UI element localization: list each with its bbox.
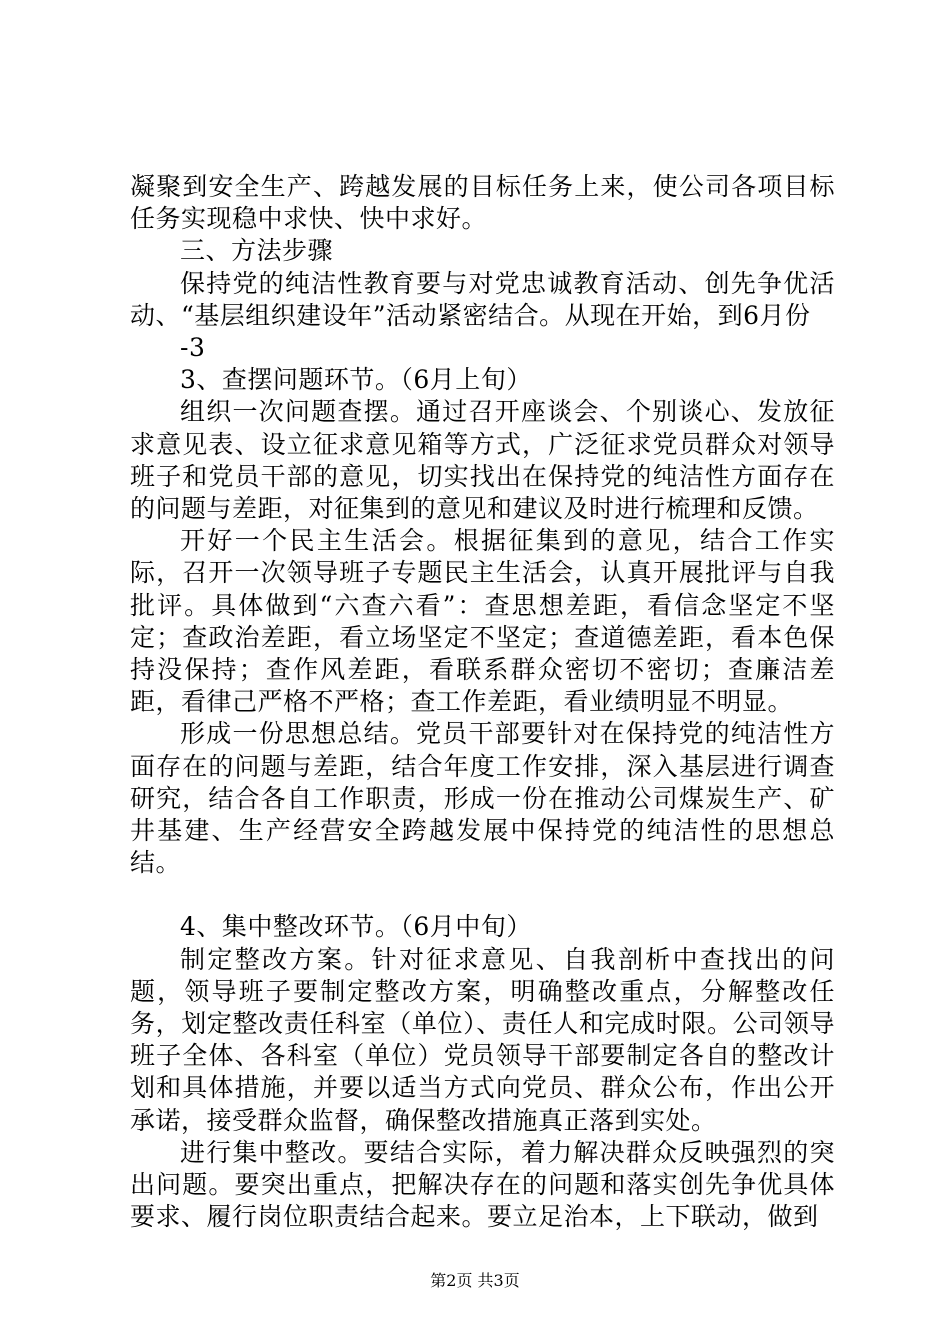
section-heading: 三、方法步骤 — [180, 236, 334, 266]
step-heading: 3、查摆问题环节。（6月上旬） — [180, 365, 532, 395]
paragraph: 进行集中整改。要结合实际，着力解决群众反映强烈的突出问题。要突出重点，把解决存在的问题和落实创先争优具体要求、履行岗位职责结合起来。要立足治本，上下联动，做到 — [130, 1137, 835, 1232]
paragraph: 组织一次问题查摆。通过召开座谈会、个别谈心、发放征求意见表、设立征求意见箱等方式，广泛征求党员群众对领导班子和党员干部的意见，切实找出在保持党的纯洁性方面存在的问题与差距，对征集到的意见和建议及时进行梳理和反馈。 — [130, 397, 835, 524]
paragraph-gap — [130, 879, 835, 911]
page-footer: 第2页 共3页 — [430, 1271, 520, 1290]
paragraph: 开好一个民主生活会。根据征集到的意见，结合工作实际，召开一次领导班子专题民主生活会，认真开展批评与自我批评。具体做到“六查六看”：查思想差距，看信念坚定不坚定；查政治差距，看立场坚定不坚定；查道德差距，看本色保持没保持；查作风差距，看联系群众密切不密切；查廉洁差距，看律己严格不严格；查工作差距，看业绩明显不明显。 — [130, 526, 835, 717]
step-heading: 4、集中整改环节。（6月中旬） — [180, 912, 532, 942]
paragraph-continuation: 凝聚到安全生产、跨越发展的目标任务上来，使公司各项目标任务实现稳中求快、快中求好。 — [130, 172, 835, 234]
paragraph: 形成一份思想总结。党员干部要针对在保持党的纯洁性方面存在的问题与差距，结合年度工作安排，深入基层进行调查研究，结合各自工作职责，形成一份在推动公司煤炭生产、矿井基建、生产经营安全跨越发展中保持党的纯洁性的思想总结。 — [130, 719, 835, 878]
paragraph: 制定整改方案。针对征求意见、自我剖析中查找出的问题，领导班子要制定整改方案，明确整改重点，分解整改任务，划定整改责任科室（单位）、责任人和完成时限。公司领导班子全体、各科室（单位）党员领导干部要制定各自的整改计划和具体措施，并要以适当方式向党员、群众公布，作出公开承诺，接受群众监督，确保整改措施真正落到实处。 — [130, 944, 835, 1135]
page-marker: -3 — [180, 333, 206, 363]
document-body — [130, 171, 835, 1234]
paragraph: 保持党的纯洁性教育要与对党忠诚教育活动、创先争优活动、“基层组织建设年”活动紧密结合。从现在开始，到6月份 — [130, 268, 835, 330]
